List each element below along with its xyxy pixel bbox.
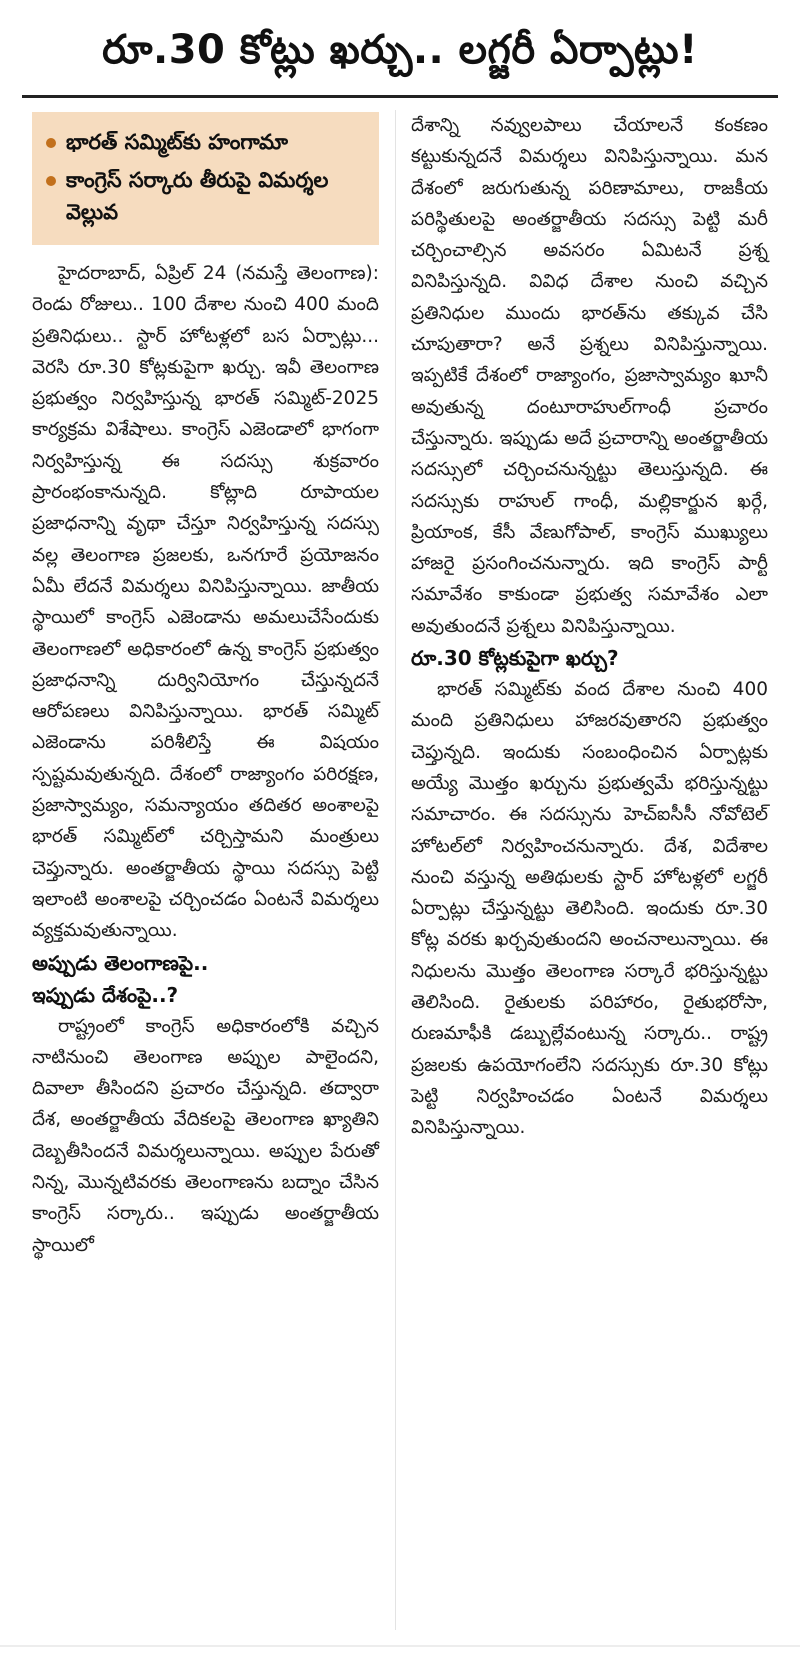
subheading: ఇప్పుడు దేశంపై..?: [32, 982, 179, 1007]
paragraph: దేశాన్ని నవ్వులపాలు చేయాలనే కంకణం కట్టుకున్నదనే విమర్శలు వినిపిస్తున్నాయి. మన దేశంలో జరుగుతున్న పరిణామాలు, రాజకీయ పరిస్థితులపై అంతర్జాతీయ సదస్సు పెట్టి మరీ చర్చించాల్సిన అవసరం ఏమిటనే ప్రశ్న వినిపిస్తున్నది. వివిధ దేశాల నుంచి వచ్చిన ప్రతినిధుల ముందు భారత్‌ను తక్కువ చేసి చూపుతారా? అనే ప్రశ్నలు వినిపిస్తున్నాయి. ఇప్పటికే దేశంలో రాజ్యాంగం, ప్రజాస్వామ్యం ఖూనీ అవుతున్న దంటూరాహుల్‌గాంధీ ప్రచారం చేస్తున్నారు. ఇప్పుడు అదే ప్రచారాన్ని అంతర్జాతీయ సదస్సులో చర్చించనున్నట్టు తెలుస్తున్నది. ఈ సదస్సుకు రాహుల్ గాంధీ, మల్లికార్జున ఖర్గే, ప్రియాంక, కేసీ వేణుగోపాల్, కాంగ్రెస్ ముఖ్యులు హాజరై ప్రసంగించనున్నారు. ఇది కాంగ్రెస్ పార్టీ సమావేశం కాకుండా ప్రభుత్వ సమావేశం ఎలా అవుతుందనే ప్రశ్నలు వినిపిస్తున్నాయి.: [411, 115, 768, 637]
subheading: అప్పుడు తెలంగాణపై..: [32, 950, 209, 975]
headline: రూ.30 కోట్లు ఖర్చు.. లగ్జరీ ఏర్పాట్లు!: [102, 27, 698, 73]
paragraph: భారత్ సమ్మిట్‌కు వంద దేశాల నుంచి 400 మంది ప్రతినిధులు హాజరవుతారని ప్రభుత్వం చెప్తున్నది. ఇందుకు సంబంధించిన ఏర్పాట్లకు అయ్యే మొత్తం ఖర్చును ప్రభుత్వమే భరిస్తున్నట్టు సమాచారం. ఈ సదస్సును హెచ్ఐసీసీ నోవోటెల్ హోటల్‌లో నిర్వహించనున్నారు. దేశ, విదేశాల నుంచి వస్తున్న అతిథులకు స్టార్ హోటళ్లలో లగ్జరీ ఏర్పాట్లు చేస్తున్నట్టు తెలిసింది. ఇందుకు రూ.30 కోట్ల వరకు ఖర్చవుతుందని అంచనాలున్నాయి. ఈ నిధులను మొత్తం తెలంగాణ సర్కారే భరిస్తున్నట్టు తెలిసింది. రైతులకు పరిహారం, రైతుభరోసా, రుణమాఫీకి డబ్బుల్లేవంటున్న సర్కారు.. రాష్ట్ర ప్రజలకు ఉపయోగంలేని సదస్సుకు రూ.30 కోట్లు పెట్టి నిర్వహించడం ఏంటనే విమర్శలు వినిపిస్తున్నాయి.: [411, 679, 768, 1139]
highlight-text: కాంగ్రెస్ సర్కారు తీరుపై విమర్శల వెల్లువ: [66, 168, 329, 224]
column-divider: [395, 110, 396, 1630]
paragraph: హైదరాబాద్, ఏప్రిల్ 24 (నమస్తే తెలంగాణ): రెండు రోజులు.. 100 దేశాల నుంచి 400 మంది ప్రతినిధులు.. స్టార్ హోటళ్లలో బస ఏర్పాట్లు... వెరసి రూ.30 కోట్లకుపైగా ఖర్చు. ఇవీ తెలంగాణ ప్రభుత్వం నిర్వహిస్తున్న భారత్ సమ్మిట్-2025 కార్యక్రమ విశేషాలు. కాంగ్రెస్ ఎజెండాలో భాగంగా నిర్వహిస్తున్న ఈ సదస్సు శుక్రవారం ప్రారంభంకానున్నది. కోట్లాది రూపాయల ప్రజాధనాన్ని వృథా చేస్తూ నిర్వహిస్తున్న సదస్సు వల్ల తెలంగాణ ప్రజలకు, ఒనగూరే ప్రయోజనం ఏమీ లేదనే విమర్శలు వినిపిస్తున్నాయి. జాతీయ స్థాయిలో కాంగ్రెస్ ఎజెండాను అమలుచేసేందుకు తెలంగాణలో అధికారంలో ఉన్న కాంగ్రెస్ ప్రభుత్వం ప్రజాధనాన్ని దుర్వినియోగం చేస్తున్నదనే ఆరోపణలు వినిపిస్తున్నాయి. భారత్ సమ్మిట్ ఎజెండాను పరిశీలిస్తే ఈ విషయం స్పష్టమవుతున్నది. దేశంలో రాజ్యాంగం పరిరక్షణ, ప్రజాస్వామ్యం, సమన్యాయం తదితర అంశాలపై భారత్ సమ్మిట్‌లో చర్చిస్తామని మంత్రులు చెప్తున్నారు. అంతర్జాతీయ స్థాయి సదస్సు పెట్టి ఇలాంటి అంశాలపై చర్చించడం ఏంటనే విమర్శలు వ్యక్తమవుతున్నాయి.: [32, 263, 379, 942]
right-column: [411, 110, 768, 1144]
bullet-icon: [46, 138, 56, 148]
highlight-text: భారత్ సమ్మిట్‌కు హంగామా: [66, 130, 289, 154]
highlights-box: [32, 112, 379, 245]
highlight-item: [46, 164, 369, 228]
highlight-item: [46, 126, 369, 158]
headline-rule: [22, 95, 778, 98]
bullet-icon: [46, 176, 56, 186]
paragraph: రాష్ట్రంలో కాంగ్రెస్ అధికారంలోకి వచ్చిన నాటినుంచి తెలంగాణ అప్పుల పాలైందని, దివాలా తీసిందని ప్రచారం చేస్తున్నది. తద్వారా దేశ, అంతర్జాతీయ వేదికలపై తెలంగాణ ఖ్యాతిని దెబ్బతీసిందనే విమర్శలున్నాయి. అప్పుల పేరుతో నిన్న, మొన్నటివరకు తెలంగాణను బద్నాం చేసిన కాంగ్రెస్ సర్కారు.. ఇప్పుడు అంతర్జాతీయ స్థాయిలో: [32, 1015, 379, 1256]
left-column: [32, 258, 379, 1261]
bottom-divider: [0, 1645, 800, 1647]
subheading: రూ.30 కోట్లకుపైగా ఖర్చు?: [411, 646, 619, 671]
